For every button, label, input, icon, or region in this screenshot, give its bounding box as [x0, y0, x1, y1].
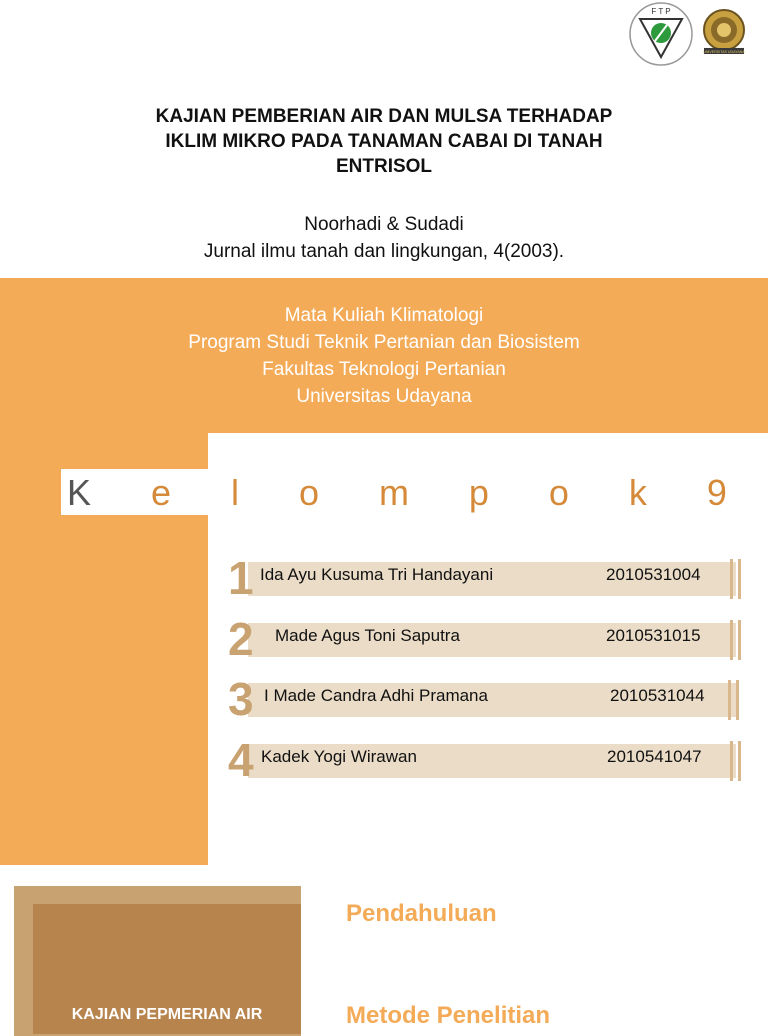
university-logo-text: UNIVERSITAS UDAYANA [703, 50, 745, 54]
member-name: I Made Candra Adhi Pramana [264, 686, 488, 705]
group-heading-letter: k [628, 472, 647, 513]
university: Universitas Udayana [296, 386, 472, 407]
member-stripe [738, 741, 741, 781]
title-line-3: ENTRISOL [335, 156, 433, 177]
member-stripe [730, 620, 733, 660]
author-block [0, 211, 768, 265]
author-names: Noorhadi & Sudadi [304, 214, 464, 235]
ftp-logo-text: F T P [651, 7, 671, 16]
member-name: Made Agus Toni Saputra [275, 626, 460, 645]
course-info [0, 302, 768, 410]
summary-card-title: KAJIAN PEPMERIAN AIR [71, 1006, 263, 1023]
ftp-logo [628, 1, 694, 67]
member-row [228, 613, 748, 665]
study-program: Program Studi Teknik Pertanian dan Biosistem [188, 332, 580, 353]
member-row [228, 673, 748, 725]
member-nim: 2010531015 [606, 626, 701, 645]
group-heading [67, 470, 727, 516]
member-stripe [730, 559, 733, 599]
group-heading-letter: l [230, 472, 239, 513]
member-stripe [738, 559, 741, 599]
journal-citation: Jurnal ilmu tanah dan lingkungan, 4(2003). [203, 241, 565, 262]
member-nim: 2010531004 [606, 565, 701, 584]
group-heading-letter: o [298, 472, 319, 513]
member-stripe [730, 741, 733, 781]
member-row [228, 734, 748, 786]
member-nim: 2010541047 [607, 747, 702, 766]
group-number: 9 [706, 472, 727, 513]
group-heading-letter: o [548, 472, 569, 513]
title-line-1: KAJIAN PEMBERIAN AIR DAN MULSA TERHADAP [155, 106, 613, 127]
course-name: Mata Kuliah Klimatologi [284, 305, 484, 326]
university-logo [702, 8, 746, 56]
document-title [0, 104, 768, 179]
group-heading-letter: e [150, 472, 172, 513]
member-nim: 2010531044 [610, 686, 705, 705]
member-stripe [736, 680, 739, 720]
group-heading-letter: p [468, 472, 489, 513]
member-number: 1 [228, 552, 254, 604]
member-stripe [738, 620, 741, 660]
member-row [228, 552, 748, 604]
member-number: 3 [228, 673, 254, 725]
section-pendahuluan[interactable]: Pendahuluan [346, 900, 497, 927]
group-heading-letter: K [67, 472, 92, 513]
section-metode-penelitian[interactable]: Metode Penelitian [346, 1002, 551, 1029]
member-number: 2 [228, 613, 254, 665]
member-name: Kadek Yogi Wirawan [261, 747, 417, 766]
title-line-2: IKLIM MIKRO PADA TANAMAN CABAI DI TANAH [165, 131, 603, 152]
member-number: 4 [228, 734, 254, 786]
member-name: Ida Ayu Kusuma Tri Handayani [260, 565, 494, 584]
group-heading-letter: m [378, 472, 409, 513]
member-stripe [728, 680, 731, 720]
faculty: Fakultas Teknologi Pertanian [262, 359, 506, 380]
